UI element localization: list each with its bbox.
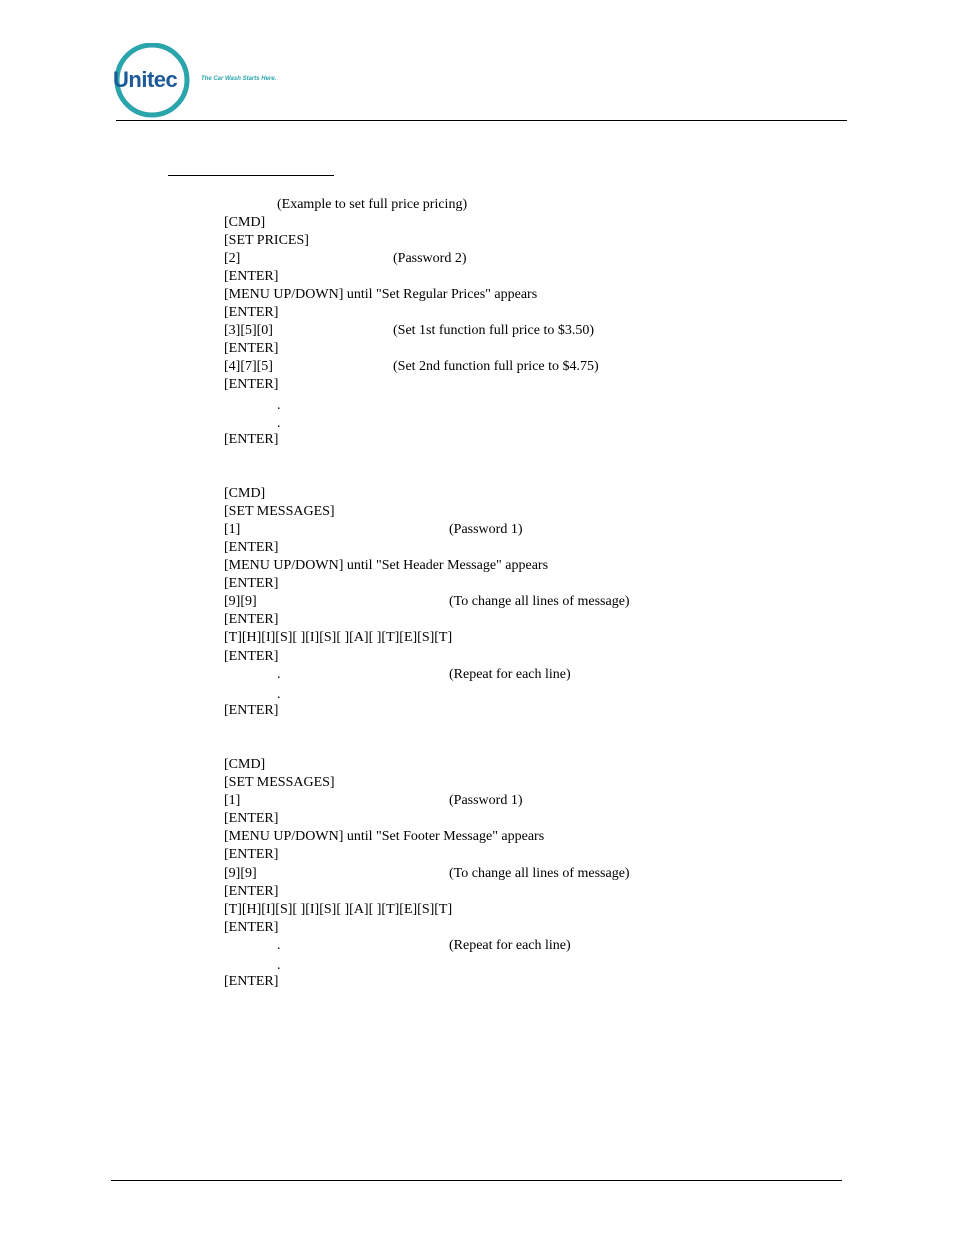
step-line: [ENTER]	[224, 377, 279, 392]
step-line: [4][7][5]	[224, 359, 273, 374]
step-line: [ENTER]	[224, 341, 279, 356]
step-line: [CMD]	[224, 757, 266, 772]
step-line: [ENTER]	[224, 269, 279, 284]
ellipsis-dot: .	[277, 416, 281, 431]
step-line: [MENU UP/DOWN] until "Set Header Message" appears	[224, 558, 549, 573]
step-note: (Set 2nd function full price to $4.75)	[393, 359, 599, 374]
step-note: (Password 2)	[393, 251, 467, 266]
unitec-logo	[110, 43, 290, 119]
step-line: [SET PRICES]	[224, 233, 309, 248]
step-line: [SET MESSAGES]	[224, 504, 335, 519]
step-note: (Set 1st function full price to $3.50)	[393, 323, 595, 338]
step-line: [ENTER]	[224, 847, 279, 862]
step-line: [9][9]	[224, 866, 257, 881]
step-line: [SET MESSAGES]	[224, 775, 335, 790]
step-line: [ENTER]	[224, 811, 279, 826]
step-line: [ENTER]	[224, 703, 279, 718]
step-line: [2]	[224, 251, 241, 266]
footer-rule	[111, 1180, 842, 1181]
step-line: [ENTER]	[224, 884, 279, 899]
step-line: [ENTER]	[224, 432, 279, 447]
step-line: [ENTER]	[224, 305, 279, 320]
step-line: [ENTER]	[224, 540, 279, 555]
ellipsis-dot: .	[277, 667, 281, 682]
ellipsis-dot: .	[277, 958, 281, 973]
step-note: (Password 1)	[449, 793, 523, 808]
step-note: (Password 1)	[449, 522, 523, 537]
ellipsis-dot: .	[277, 938, 281, 953]
step-line: [T][H][I][S][ ][I][S][ ][A][ ][T][E][S][T]	[224, 902, 453, 917]
step-line: [ENTER]	[224, 649, 279, 664]
ellipsis-dot: .	[277, 398, 281, 413]
logo-tagline: The Car Wash Starts Here.	[201, 76, 277, 82]
header-rule	[116, 120, 847, 121]
step-line: [CMD]	[224, 486, 266, 501]
section-heading-underline	[168, 175, 334, 176]
logo-wordmark: Unitec	[113, 67, 178, 92]
step-note: (To change all lines of message)	[449, 866, 630, 881]
example-note: (Example to set full price pricing)	[277, 197, 468, 212]
step-line: [ENTER]	[224, 920, 279, 935]
step-line: [MENU UP/DOWN] until "Set Regular Prices" appears	[224, 287, 538, 302]
step-line: [3][5][0]	[224, 323, 273, 338]
step-line: [ENTER]	[224, 612, 279, 627]
step-note: (Repeat for each line)	[449, 938, 571, 953]
step-line: [ENTER]	[224, 974, 279, 989]
step-line: [MENU UP/DOWN] until "Set Footer Message" appears	[224, 829, 545, 844]
step-line: [1]	[224, 793, 241, 808]
step-line: [CMD]	[224, 215, 266, 230]
step-line: [1]	[224, 522, 241, 537]
step-line: [T][H][I][S][ ][I][S][ ][A][ ][T][E][S][T]	[224, 630, 453, 645]
step-note: (To change all lines of message)	[449, 594, 630, 609]
step-note: (Repeat for each line)	[449, 667, 571, 682]
ellipsis-dot: .	[277, 687, 281, 702]
step-line: [ENTER]	[224, 576, 279, 591]
step-line: [9][9]	[224, 594, 257, 609]
